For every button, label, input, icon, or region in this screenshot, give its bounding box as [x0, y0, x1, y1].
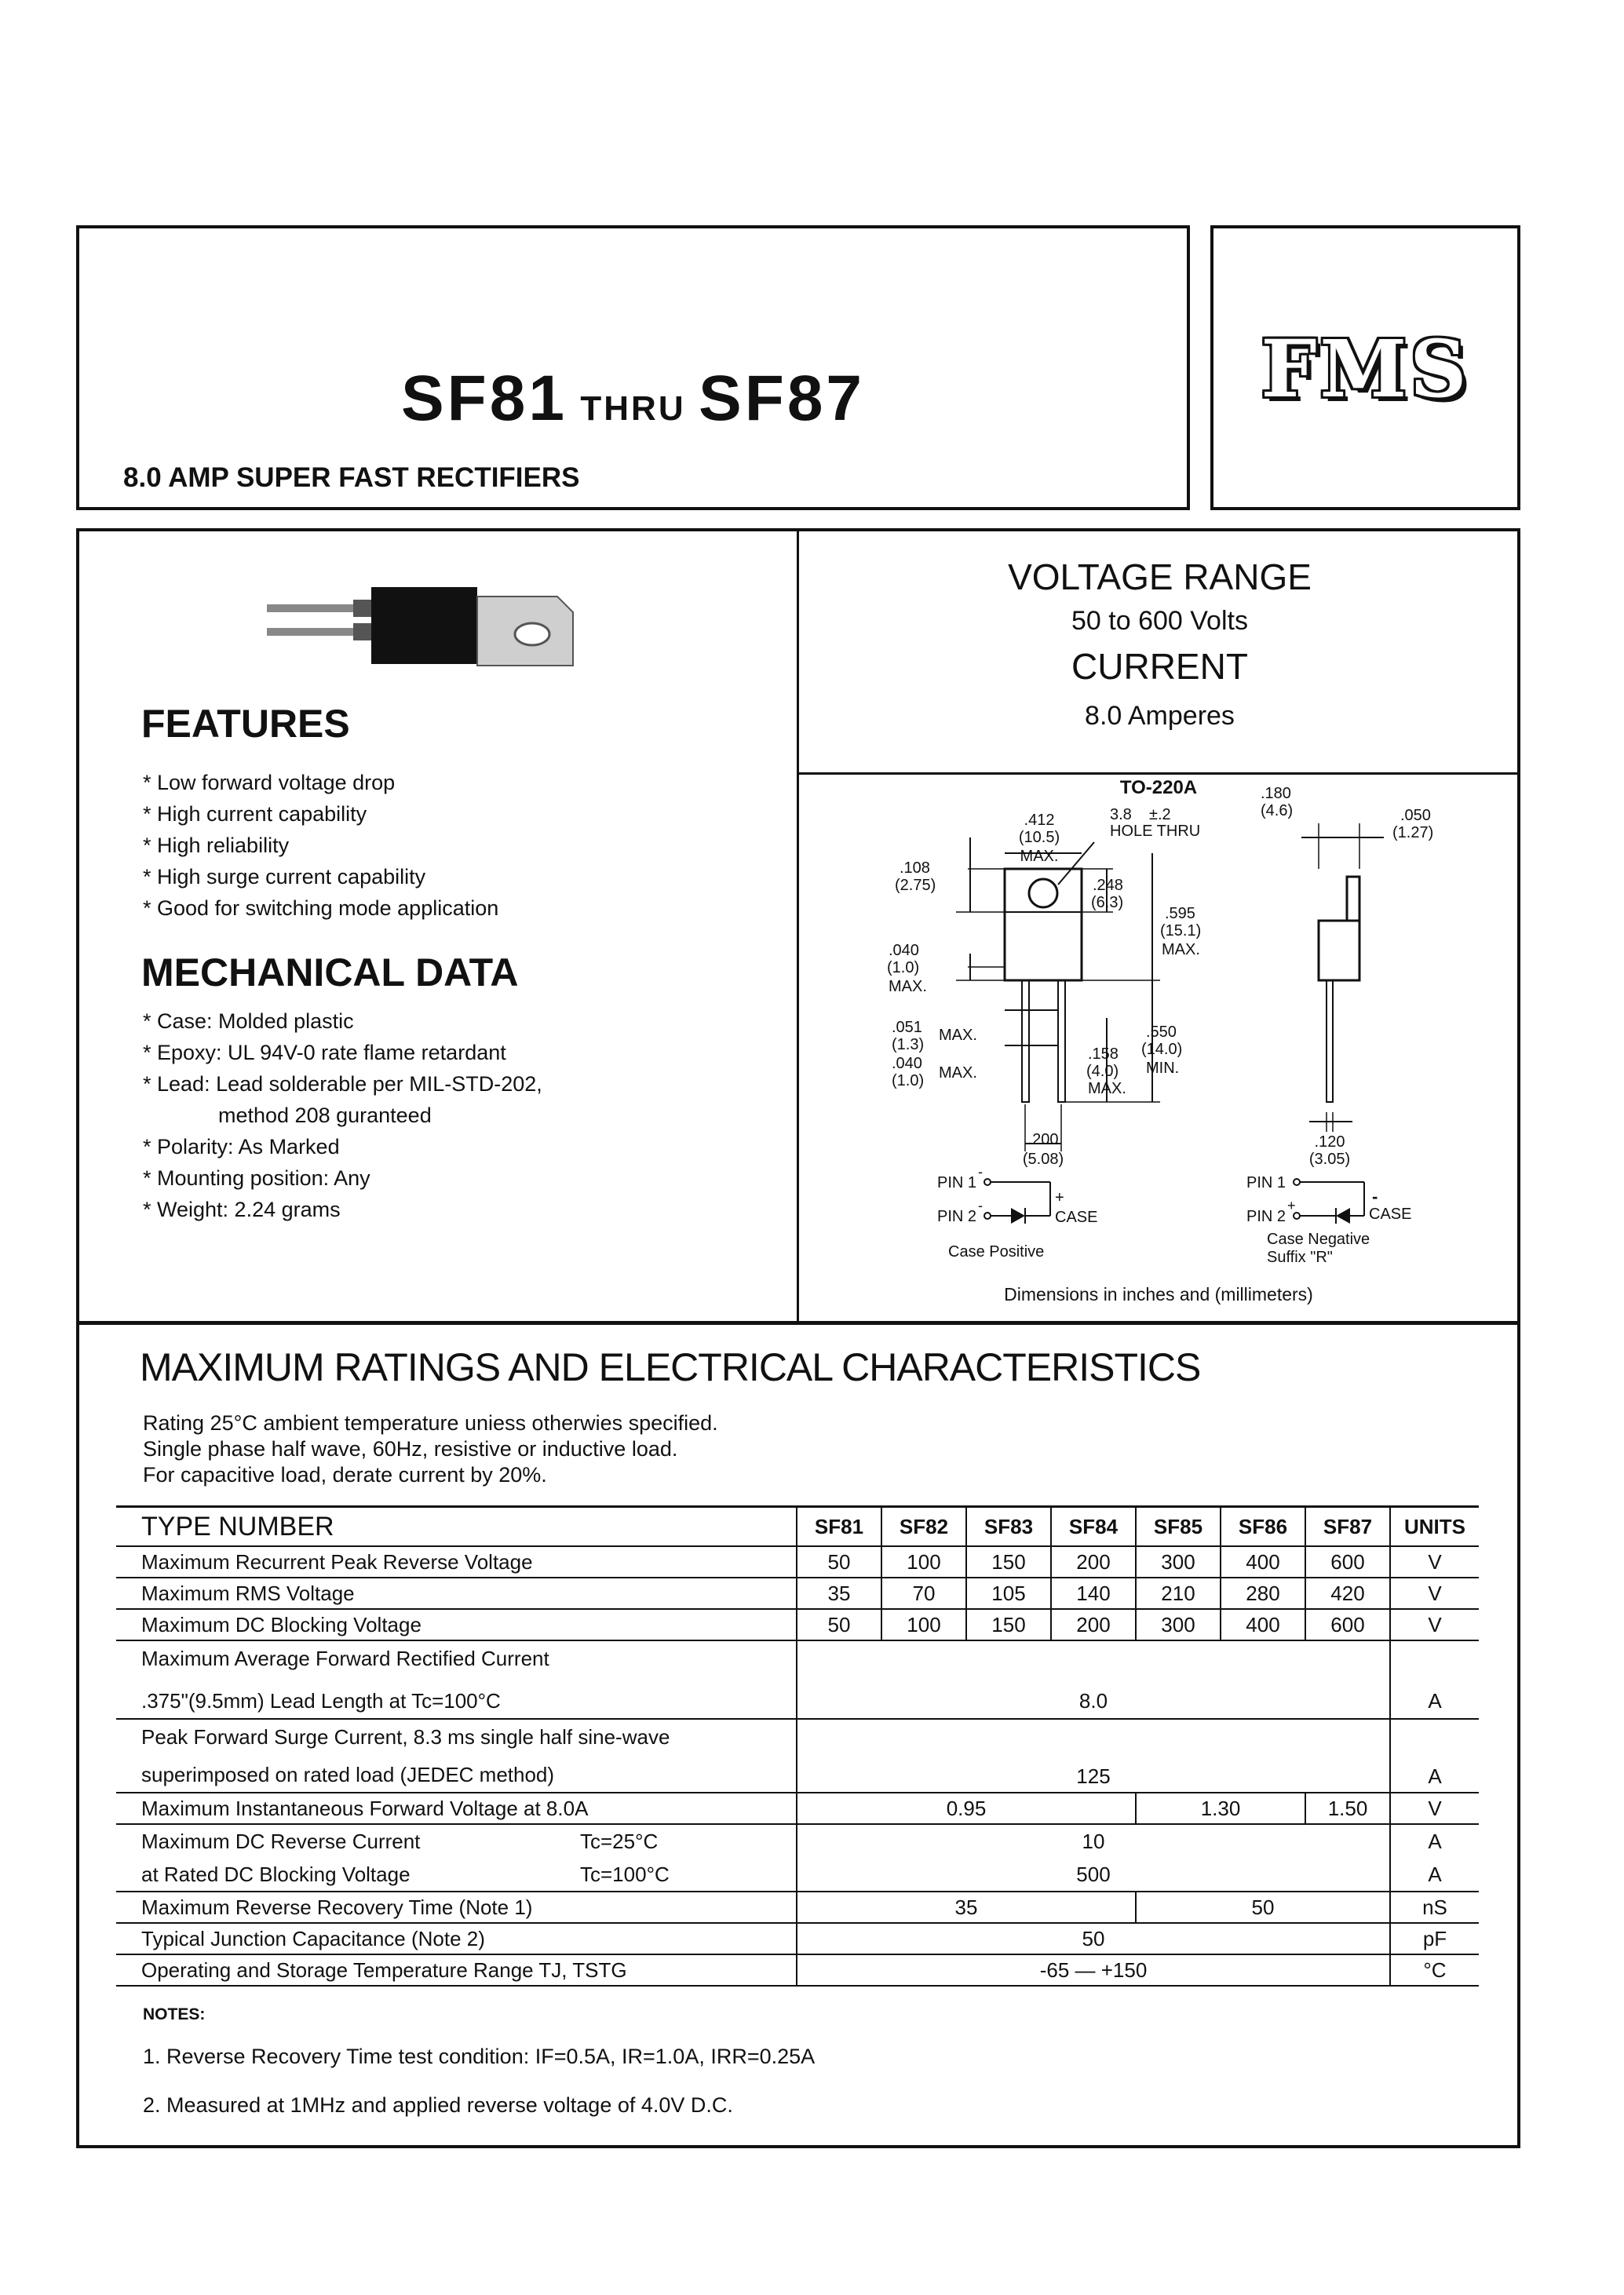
dim-text: .050 [1400, 807, 1431, 824]
hole-leader [1058, 842, 1094, 885]
dim-text: (10.5) [1018, 829, 1060, 846]
unit-cell: V [1390, 1793, 1479, 1824]
dim-text: .550 [1146, 1023, 1177, 1041]
table-row [116, 1578, 1479, 1609]
pin-dot [1294, 1213, 1300, 1219]
table-row [116, 1640, 1479, 1719]
dim-text: .158 [1088, 1045, 1119, 1063]
dim-text: (1.27) [1392, 824, 1434, 841]
dim-text: .051 [892, 1019, 922, 1036]
row-label: Maximum DC Blocking Voltage [116, 1609, 797, 1640]
cell: 600 [1305, 1609, 1390, 1640]
table-row [116, 1824, 1479, 1892]
list-item: * High surge current capability [143, 865, 426, 888]
dim-text: ±.2 [1149, 806, 1171, 823]
component-body [371, 587, 477, 664]
table-row [116, 1719, 1479, 1793]
cell-line: 10 [1082, 1830, 1105, 1853]
unit-cell: °C [1390, 1954, 1479, 1986]
type-column: SF84 [1051, 1507, 1136, 1547]
table-row [116, 1892, 1479, 1923]
cell: 125 [797, 1719, 1390, 1793]
case-positive-label: Case Positive [948, 1243, 1045, 1261]
features-list [143, 767, 498, 924]
unit-cell: nS [1390, 1892, 1479, 1923]
polarity-mark: + [1055, 1189, 1064, 1206]
features-heading: FEATURES [141, 702, 350, 746]
row-label [116, 1719, 797, 1793]
pin-dot [1294, 1179, 1300, 1185]
type-column: SF82 [881, 1507, 966, 1547]
current-heading: CURRENT [1071, 646, 1248, 687]
cell: 35 [797, 1578, 881, 1609]
dim-text: .040 [889, 942, 919, 959]
package-label: TO-220A [1119, 777, 1198, 798]
hole-circle [1029, 879, 1057, 907]
brand-box [1210, 225, 1520, 510]
unit-cell: V [1390, 1609, 1479, 1640]
front-view-body [1005, 869, 1082, 980]
list-item: * Case: Molded plastic [143, 1009, 354, 1033]
page-title [79, 362, 1187, 436]
mechanical-heading: MECHANICAL DATA [141, 950, 519, 994]
dim-text: (2.75) [895, 877, 936, 894]
package-diagram [799, 775, 1520, 1322]
row-label [116, 1824, 797, 1892]
type-column: SF86 [1221, 1507, 1305, 1547]
dim-text: MIN. [1146, 1060, 1180, 1077]
cell: 420 [1305, 1578, 1390, 1609]
dim-text: MAX. [1088, 1080, 1126, 1097]
unit-cell: V [1390, 1578, 1479, 1609]
unit-cell: V [1390, 1546, 1479, 1578]
cell: 50 [797, 1546, 881, 1578]
cell: -65 — +150 [797, 1954, 1390, 1986]
dim-text: (6.3) [1091, 894, 1124, 911]
row-label-text: Maximum DC Reverse Current [141, 1830, 421, 1853]
cell: 1.30 [1136, 1793, 1305, 1824]
list-item: * Mounting position: Any [143, 1166, 370, 1190]
dim-text: .180 [1261, 785, 1291, 802]
cell: 200 [1051, 1609, 1136, 1640]
cell-line: A [1428, 1863, 1442, 1886]
case-negative-label: Case Negative [1267, 1231, 1370, 1248]
polarity-mark: - [1372, 1187, 1378, 1206]
cell: 50 [797, 1609, 881, 1640]
row-label: Maximum Reverse Recovery Time (Note 1) [116, 1892, 797, 1923]
ratings-heading: MAXIMUM RATINGS AND ELECTRICAL CHARACTERISTICS [140, 1345, 1201, 1389]
diode-symbol [1336, 1208, 1350, 1224]
cell: 400 [1221, 1546, 1305, 1578]
table-row [116, 1609, 1479, 1640]
voltage-heading: VOLTAGE RANGE [1008, 556, 1312, 597]
dim-text: (14.0) [1141, 1041, 1183, 1058]
current-value: 8.0 Amperes [1085, 701, 1235, 731]
diode-symbol [1011, 1208, 1025, 1224]
pin-label: PIN 1 [1246, 1174, 1286, 1191]
pin-label: PIN 1 [937, 1174, 977, 1191]
unit-cell: A [1390, 1719, 1479, 1793]
condition-line: Rating 25°C ambient temperature uniess otherwies specified. [143, 1411, 718, 1435]
row-label: Maximum RMS Voltage [116, 1578, 797, 1609]
cell: 35 [797, 1892, 1136, 1923]
row-label-line: superimposed on rated load (JEDEC method) [141, 1763, 555, 1786]
row-label [116, 1640, 797, 1719]
row-label-line [141, 1825, 791, 1858]
row-label-line: Peak Forward Surge Current, 8.3 ms single half sine-wave [141, 1725, 670, 1749]
cell: 100 [881, 1609, 966, 1640]
dim-text: .595 [1165, 905, 1195, 922]
cell: 100 [881, 1546, 966, 1578]
row-label-line: Maximum Average Forward Rectified Current [141, 1647, 549, 1670]
dim-text: 3.8 [1110, 806, 1132, 823]
type-column: SF85 [1136, 1507, 1221, 1547]
dim-text: MAX. [889, 978, 927, 995]
table-row [116, 1923, 1479, 1954]
cell: 0.95 [797, 1793, 1136, 1824]
condition-line: For capacitive load, derate current by 20%. [143, 1463, 547, 1487]
cell: 50 [1136, 1892, 1390, 1923]
unit-cell: pF [1390, 1923, 1479, 1954]
dim-text: (4.6) [1261, 802, 1294, 819]
side-view-tab [1347, 877, 1359, 921]
cell: 200 [1051, 1546, 1136, 1578]
polarity-mark: - [978, 1164, 983, 1180]
list-item: * Lead: Lead solderable per MIL-STD-202, [143, 1072, 542, 1096]
dim-text: (3.05) [1308, 1151, 1351, 1168]
case-label: CASE [1369, 1206, 1412, 1223]
part-start: SF81 [400, 363, 567, 434]
title-box [76, 225, 1190, 510]
ratings-table [116, 1505, 1479, 1987]
cell: 1.50 [1305, 1793, 1390, 1824]
part-end: SF87 [699, 363, 866, 434]
row-label-text: at Rated DC Blocking Voltage [141, 1863, 411, 1886]
row-label: Maximum Instantaneous Forward Voltage at 8.0A [116, 1793, 797, 1824]
dim-text: .120 [1314, 1133, 1345, 1151]
cell: 600 [1305, 1546, 1390, 1578]
dim-text: MAX. [939, 1027, 977, 1044]
suffix-label: Suffix "R" [1267, 1249, 1333, 1266]
cell: 50 [797, 1923, 1390, 1954]
polarity-mark: - [978, 1198, 983, 1213]
unit-cell [1390, 1824, 1479, 1892]
units-column: UNITS [1390, 1507, 1479, 1547]
dim-text: (4.0) [1086, 1063, 1119, 1080]
cell-line: A [1428, 1830, 1442, 1853]
dim-text: (1.3) [892, 1036, 925, 1053]
dim-text: MAX. [939, 1064, 977, 1082]
pin-dot [984, 1179, 991, 1185]
dim-text: .412 [1024, 812, 1055, 829]
voltage-value: 50 to 600 Volts [1071, 606, 1248, 636]
row-label-line: .375"(9.5mm) Lead Length at Tc=100°C [141, 1689, 501, 1713]
side-view-lead [1327, 980, 1333, 1102]
cell: 300 [1136, 1546, 1221, 1578]
dim-text: .200 [1027, 1131, 1059, 1148]
cell: 300 [1136, 1609, 1221, 1640]
dim-text: HOLE THRU [1110, 823, 1201, 840]
thru-label: THRU [580, 389, 686, 428]
dim-text: MAX. [1162, 941, 1200, 958]
ratings-conditions [143, 1410, 718, 1488]
list-item: * Polarity: As Marked [143, 1135, 340, 1158]
cell: 280 [1221, 1578, 1305, 1609]
table-header-row [116, 1507, 1479, 1547]
dim-text: .108 [900, 859, 930, 877]
condition-text: Tc=100°C [580, 1863, 670, 1886]
mechanical-list [143, 1005, 542, 1225]
lead-shoulder-bottom [353, 623, 373, 640]
brand-logo: FMS [1261, 323, 1470, 415]
list-item: * Weight: 2.24 grams [143, 1198, 341, 1221]
notes-heading: NOTES: [143, 2005, 206, 2023]
cell: 105 [966, 1578, 1051, 1609]
dim-text: .248 [1093, 877, 1123, 894]
cell: 140 [1051, 1578, 1136, 1609]
cell-line: 500 [1076, 1863, 1111, 1886]
type-column: SF83 [966, 1507, 1051, 1547]
pin-dot [984, 1213, 991, 1219]
note-1: 1. Reverse Recovery Time test condition: IF=0.5A, IR=1.0A, IRR=0.25A [143, 2045, 816, 2068]
table-row [116, 1793, 1479, 1824]
dimensions-note: Dimensions in inches and (millimeters) [1004, 1284, 1313, 1304]
dim-text: .040 [892, 1055, 922, 1072]
row-label: Typical Junction Capacitance (Note 2) [116, 1923, 797, 1954]
pin-label: PIN 2 [937, 1208, 977, 1225]
dim-text: (1.0) [892, 1072, 925, 1089]
list-item: * Epoxy: UL 94V-0 rate flame retardant [143, 1041, 506, 1064]
cell: 8.0 [797, 1640, 1390, 1719]
mount-hole [515, 623, 549, 645]
lead-shoulder-top [353, 600, 373, 617]
front-lead-right [1058, 980, 1065, 1102]
row-label: Maximum Recurrent Peak Reverse Voltage [116, 1546, 797, 1578]
type-number-label: TYPE NUMBER [116, 1507, 797, 1547]
list-item: * High current capability [143, 802, 367, 826]
table-row [116, 1954, 1479, 1986]
cell [797, 1824, 1390, 1892]
list-item: * High reliability [143, 834, 290, 857]
type-column: SF87 [1305, 1507, 1390, 1547]
condition-text: Tc=25°C [580, 1830, 659, 1853]
type-column: SF81 [797, 1507, 881, 1547]
note-2: 2. Measured at 1MHz and applied reverse voltage of 4.0V D.C. [143, 2093, 733, 2117]
dim-text: MAX. [1020, 848, 1059, 865]
side-view-body [1319, 921, 1359, 980]
row-label: Operating and Storage Temperature Range TJ, TSTG [116, 1954, 797, 1986]
table-row [116, 1546, 1479, 1578]
row-label-line [141, 1858, 791, 1891]
dim-text: (15.1) [1160, 922, 1202, 940]
dim-text: (5.08) [1022, 1151, 1064, 1168]
cell: 150 [966, 1546, 1051, 1578]
pin-label: PIN 2 [1246, 1208, 1286, 1225]
subtitle: 8.0 AMP SUPER FAST RECTIFIERS [123, 462, 580, 493]
component-image [259, 573, 589, 675]
cell: 400 [1221, 1609, 1305, 1640]
condition-line: Single phase half wave, 60Hz, resistive or inductive load. [143, 1437, 678, 1461]
cell: 210 [1136, 1578, 1221, 1609]
case-label: CASE [1055, 1209, 1098, 1226]
front-lead-left [1022, 980, 1029, 1102]
list-item: * Good for switching mode application [143, 896, 499, 920]
cell: 150 [966, 1609, 1051, 1640]
polarity-mark: + [1287, 1198, 1296, 1213]
cell: 70 [881, 1578, 966, 1609]
list-item: method 208 guranteed [218, 1104, 432, 1127]
list-item: * Low forward voltage drop [143, 771, 396, 794]
summary-panel [799, 531, 1520, 772]
unit-cell: A [1390, 1640, 1479, 1719]
dim-text: (1.0) [887, 959, 920, 976]
